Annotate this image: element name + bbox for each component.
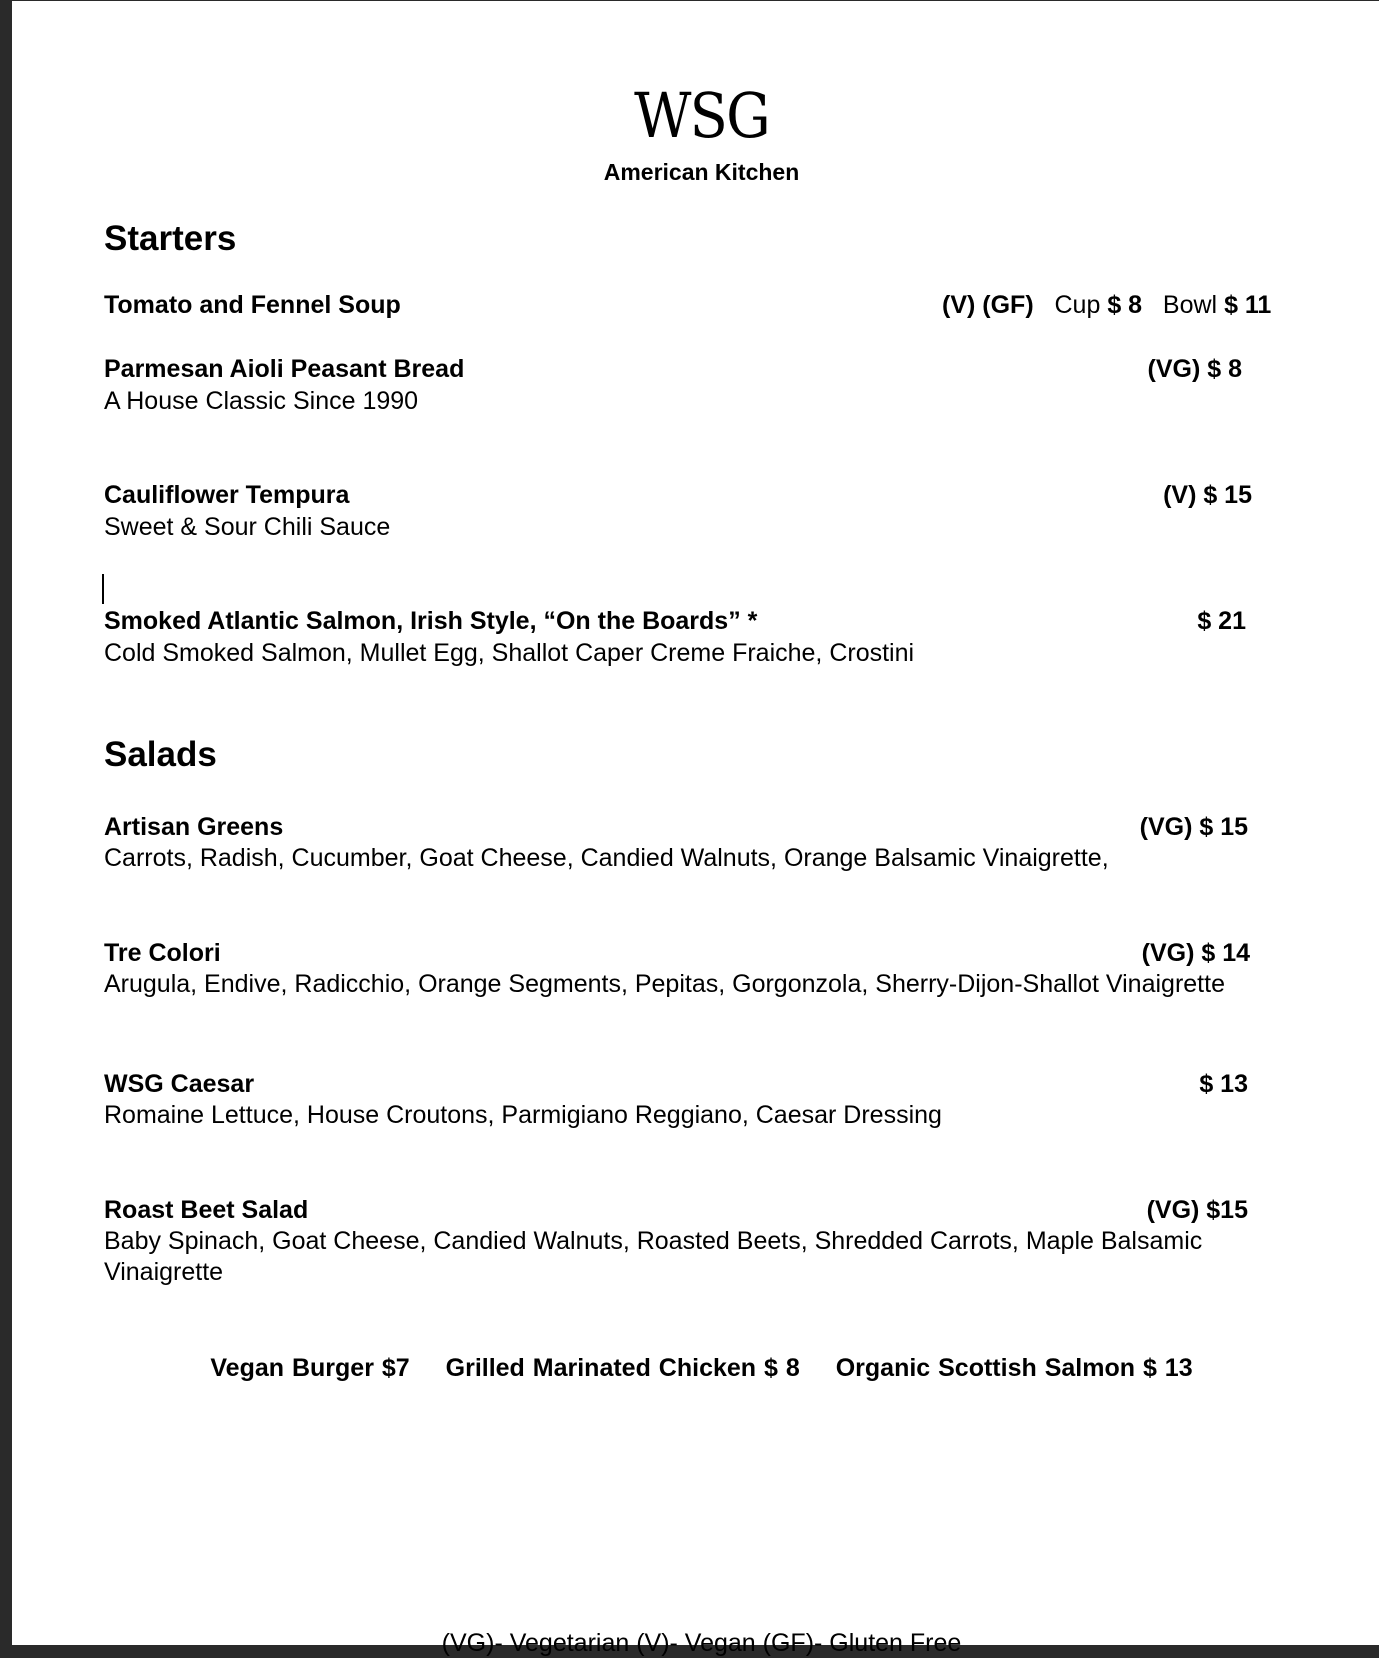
item-price-wsg-caesar: $ 13 xyxy=(1199,1070,1248,1098)
soup-cup-price: $ 8 xyxy=(1107,291,1143,319)
item-name-tomato-fennel-soup: Tomato and Fennel Soup xyxy=(104,291,401,319)
item-price-peasant-bread: (VG) $ 8 xyxy=(1147,355,1242,383)
section-title-salads: Salads xyxy=(104,735,217,774)
item-price-artisan-greens: (VG) $ 15 xyxy=(1139,813,1248,841)
item-desc-wsg-caesar: Romaine Lettuce, House Croutons, Parmigiano Reggiano, Caesar Dressing xyxy=(104,1101,942,1129)
item-desc-cauliflower-tempura: Sweet & Sour Chili Sauce xyxy=(104,513,391,541)
item-price-roast-beet-salad: (VG) $15 xyxy=(1146,1196,1248,1224)
addon-scottish-salmon: Organic Scottish Salmon $ 13 xyxy=(835,1354,1193,1382)
item-desc-tre-colori: Arugula, Endive, Radicchio, Orange Segments, Pepitas, Gorgonzola, Sherry-Dijon-Shallot Vinaigrette xyxy=(104,970,1225,998)
item-desc-peasant-bread: A House Classic Since 1990 xyxy=(104,387,419,415)
item-name-smoked-salmon: Smoked Atlantic Salmon, Irish Style, “On the Boards” * xyxy=(104,607,758,635)
item-desc-roast-beet-salad: Baby Spinach, Goat Cheese, Candied Walnuts, Roasted Beets, Shredded Carrots, Maple Balsamic xyxy=(104,1227,1203,1255)
soup-tags: (V) (GF) xyxy=(942,291,1034,319)
addon-grilled-chicken: Grilled Marinated Chicken $ 8 xyxy=(445,1354,800,1382)
menu-page xyxy=(12,1,1379,1657)
text-cursor xyxy=(102,574,104,604)
item-name-wsg-caesar: WSG Caesar xyxy=(104,1070,255,1098)
protein-addons xyxy=(12,1354,1379,1383)
item-desc-smoked-salmon: Cold Smoked Salmon, Mullet Egg, Shallot Caper Creme Fraiche, Crostini xyxy=(104,639,915,667)
restaurant-subtitle: American Kitchen xyxy=(603,159,800,185)
item-desc-roast-beet-salad-cont: Vinaigrette xyxy=(104,1258,224,1286)
item-name-artisan-greens: Artisan Greens xyxy=(104,813,284,841)
soup-prices xyxy=(942,291,1271,320)
item-price-tre-colori: (VG) $ 14 xyxy=(1141,939,1250,967)
item-name-tre-colori: Tre Colori xyxy=(104,939,221,967)
item-name-roast-beet-salad: Roast Beet Salad xyxy=(104,1196,309,1224)
item-name-cauliflower-tempura: Cauliflower Tempura xyxy=(104,481,350,509)
soup-cup-label: Cup xyxy=(1054,291,1101,319)
wsg-logo: WSG xyxy=(634,79,769,152)
item-price-smoked-salmon: $ 21 xyxy=(1197,607,1246,635)
dietary-legend: (VG)- Vegetarian (V)- Vegan (GF)- Gluten Free xyxy=(441,1629,962,1657)
item-desc-artisan-greens: Carrots, Radish, Cucumber, Goat Cheese, Candied Walnuts, Orange Balsamic Vinaigrette, xyxy=(104,844,1109,872)
addon-vegan-burger: Vegan Burger $7 xyxy=(210,1354,410,1382)
item-name-peasant-bread: Parmesan Aioli Peasant Bread xyxy=(104,355,465,383)
section-title-starters: Starters xyxy=(104,219,237,258)
soup-bowl-price: $ 11 xyxy=(1224,291,1272,319)
soup-bowl-label: Bowl xyxy=(1162,291,1218,319)
item-price-cauliflower-tempura: (V) $ 15 xyxy=(1163,481,1252,509)
